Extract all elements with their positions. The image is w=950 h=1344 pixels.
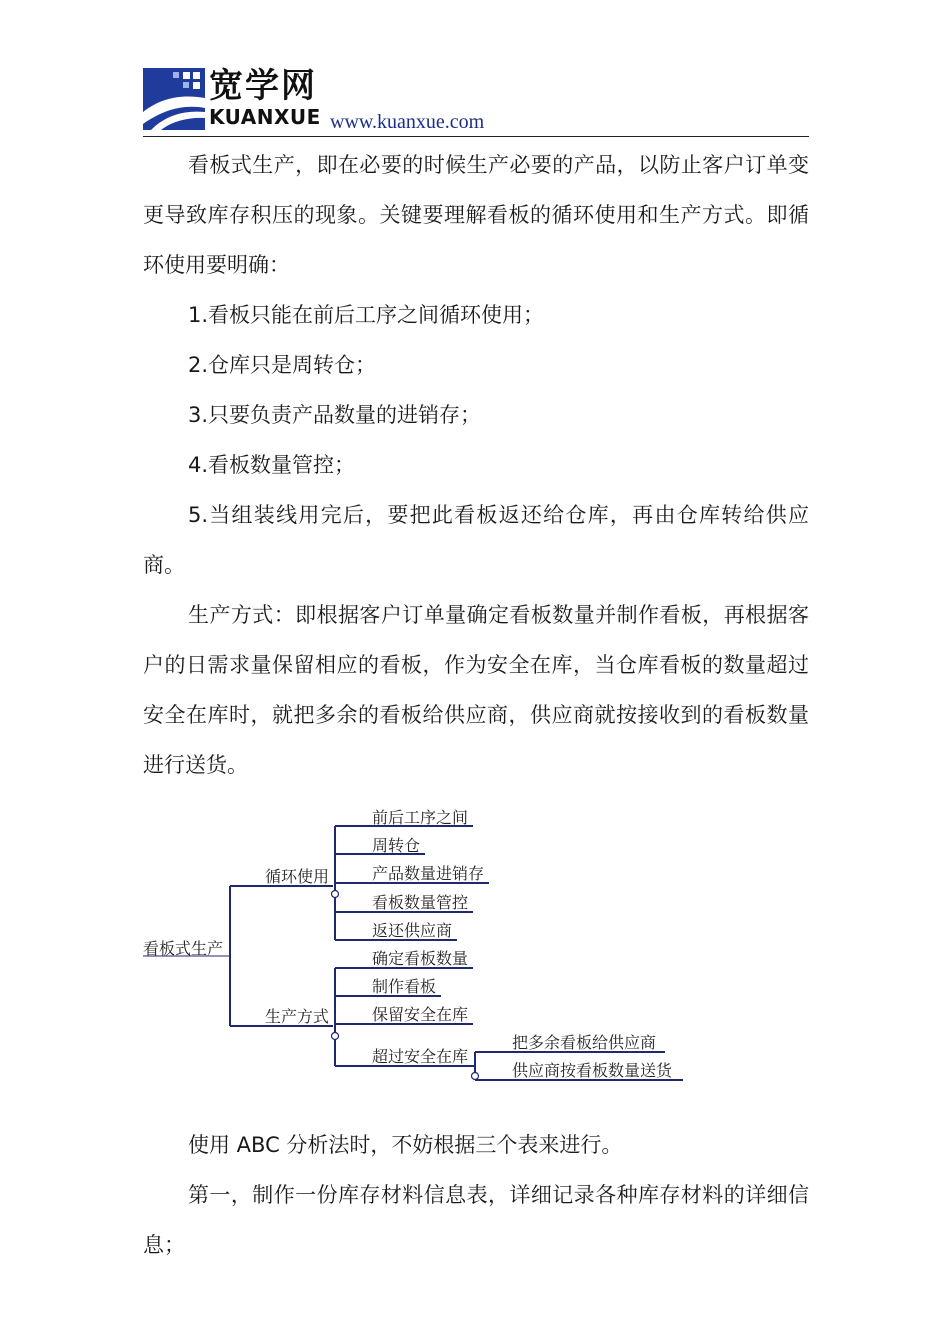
brand-name-chinese: 宽学网 xyxy=(209,66,317,106)
list-item-1: 1.看板只能在前后工序之间循环使用； xyxy=(188,303,545,327)
list-item-5: 5.当组装线用完后，要把此看板返还给仓库，再由仓库转给供应商。 xyxy=(143,503,809,577)
mindmap-root: 看板式生产 xyxy=(143,939,224,958)
mindmap-mode-child-1: 确定看板数量 xyxy=(372,949,469,968)
production-mode-paragraph: 生产方式：即根据客户订单量确定看板数量并制作看板，再根据客户的日需求量保留相应的看板，作为安全在库，当仓库看板的数量超过安全在库时，就把多余的看板给供应商，供应商就按接收到的看板数量进行送货。 xyxy=(143,603,809,777)
intro-paragraph: 看板式生产，即在必要的时候生产必要的产品，以防止客户订单变更导致库存积压的现象。关键要理解看板的循环使用和生产方式。即循环使用要明确： xyxy=(143,153,809,277)
list-item-3: 3.只要负责产品数量的进销存； xyxy=(188,403,482,427)
kuanxue-logo-icon xyxy=(143,68,205,130)
mindmap-sub-child-2: 供应商按看板数量送货 xyxy=(512,1061,673,1080)
header-divider xyxy=(143,136,809,137)
mindmap-branch-mode: 生产方式 xyxy=(265,1007,330,1026)
mindmap-cycle-child-2: 周转仓 xyxy=(372,836,421,855)
mindmap-cycle-child-5: 返还供应商 xyxy=(372,921,453,940)
site-url-link[interactable]: www.kuanxue.com xyxy=(330,111,485,133)
mindmap-sub-child-1: 把多余看板给供应商 xyxy=(512,1033,657,1052)
mindmap-mode-child-4: 超过安全在库 xyxy=(372,1047,469,1066)
mindmap-mode-child-3: 保留安全在库 xyxy=(372,1005,469,1024)
mindmap-cycle-child-4: 看板数量管控 xyxy=(372,893,469,912)
mindmap-branch-cycle: 循环使用 xyxy=(265,867,330,886)
list-item-4: 4.看板数量管控； xyxy=(188,453,356,477)
list-item-2: 2.仓库只是周转仓； xyxy=(188,353,377,377)
page-header xyxy=(143,66,809,138)
mindmap-cycle-child-1: 前后工序之间 xyxy=(372,808,469,827)
mindmap-mode-child-2: 制作看板 xyxy=(372,977,437,996)
abc-paragraph: 使用 ABC 分析法时，不妨根据三个表来进行。 xyxy=(188,1133,623,1157)
document-body xyxy=(143,140,809,1270)
mindmap-cycle-child-3: 产品数量进销存 xyxy=(372,864,485,883)
kanban-mindmap xyxy=(143,790,809,1120)
brand-name-english: KUANXUE xyxy=(209,105,321,129)
first-table-paragraph: 第一，制作一份库存材料信息表，详细记录各种库存材料的详细信息； xyxy=(143,1183,809,1257)
